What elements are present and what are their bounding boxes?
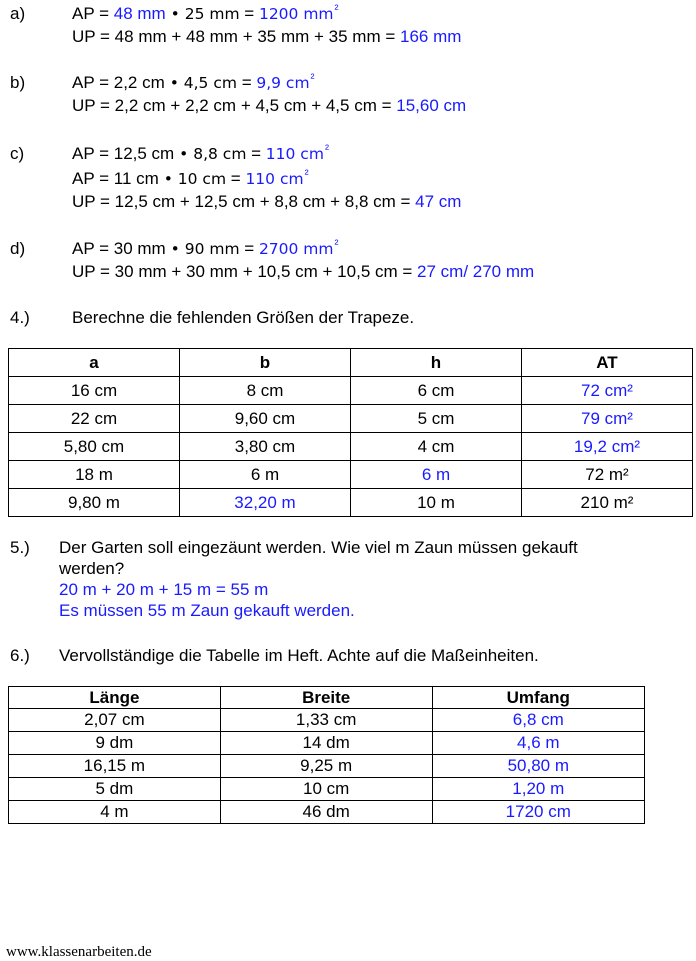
table-cell: 6 m [351, 461, 522, 489]
a-up-text: UP = 48 mm + 48 mm + 35 mm + 35 mm = [72, 27, 400, 46]
c-up-result: 47 cm [415, 192, 462, 211]
table-cell: 22 cm [9, 405, 180, 433]
trapezoid-table-body [9, 377, 693, 517]
a-ap-value1: 48 mm [113, 4, 166, 23]
a-ap-result: 1200 mm [258, 5, 334, 23]
table-cell: 5,80 cm [9, 433, 180, 461]
table-cell: 72 m² [522, 461, 693, 489]
b-area-line [72, 73, 315, 94]
table-cell: 16,15 m [9, 755, 221, 778]
b-ap-result: 9,9 cm [256, 74, 310, 92]
table-cell: 9 dm [9, 732, 221, 755]
b-up-result: 15,60 cm [396, 96, 467, 115]
d-ap-prefix: AP = 30 mm [72, 239, 166, 258]
c-ap1-eq: = [246, 144, 266, 163]
a-ap-sup: ² [334, 2, 339, 16]
label-c: c) [10, 144, 25, 163]
a-ap-value2: 25 mm [184, 5, 240, 23]
c-ap2-value2: 10 cm [177, 170, 227, 188]
table-row [9, 709, 645, 732]
table-row [9, 461, 693, 489]
table-cell: 72 cm² [522, 377, 693, 405]
table-row [9, 732, 645, 755]
table-cell: 1,20 m [432, 778, 644, 801]
b-perimeter-line [72, 96, 466, 116]
table-header-row [9, 687, 645, 709]
table-cell: 9,25 m [220, 755, 432, 778]
c-ap2-sup: ² [304, 167, 309, 181]
a-ap-prefix: AP = [72, 4, 114, 23]
table-row [9, 801, 645, 824]
c-ap1-prefix: AP = 12,5 cm [72, 144, 175, 163]
table-cell: 46 dm [220, 801, 432, 824]
label-d: d) [10, 239, 26, 258]
table-cell: 4 cm [351, 433, 522, 461]
table-row [9, 755, 645, 778]
task4-number: 4.) [10, 308, 30, 327]
b-ap-sup: ² [310, 71, 315, 85]
b-up-text: UP = 2,2 cm + 2,2 cm + 4,5 cm + 4,5 cm = [72, 96, 397, 115]
c-ap2-prefix: AP = 11 cm [72, 169, 159, 188]
table-row [9, 405, 693, 433]
table-cell: 4,6 m [432, 732, 644, 755]
task5-number: 5.) [10, 538, 30, 557]
c-ap1-sup: ² [324, 142, 329, 156]
table-cell: 5 dm [9, 778, 221, 801]
table-cell: 2,07 cm [9, 709, 221, 732]
col-header-breite: Breite [220, 687, 432, 709]
table-row [9, 433, 693, 461]
col-header-laenge: Länge [9, 687, 221, 709]
task6-number: 6.) [10, 646, 30, 665]
table-cell: 1,33 cm [220, 709, 432, 732]
table-cell: 1720 cm [432, 801, 644, 824]
a-perimeter-line [72, 27, 461, 47]
table-cell: 10 cm [220, 778, 432, 801]
table-cell: 14 dm [220, 732, 432, 755]
table-cell: 79 cm² [522, 405, 693, 433]
b-ap-eq: = [236, 73, 257, 92]
rectangle-table-body [9, 709, 645, 824]
c-ap1-dot: • [174, 145, 194, 163]
a-up-result: 166 mm [400, 27, 462, 46]
b-ap-value2: 4,5 cm [183, 74, 237, 92]
a-ap-dot: • [165, 5, 185, 23]
c-area-line-1 [72, 144, 329, 165]
table-cell: 9,60 cm [180, 405, 351, 433]
task4-instruction: Berechne die fehlenden Größen der Trapeze. [72, 308, 415, 327]
rectangle-table [8, 686, 645, 824]
d-area-line [72, 239, 339, 260]
b-ap-dot: • [164, 74, 184, 92]
d-ap-dot: • [165, 240, 185, 258]
trapezoid-table [8, 348, 693, 517]
d-up-text: UP = 30 mm + 30 mm + 10,5 cm + 10,5 cm = [72, 262, 418, 281]
task5-question-line1: Der Garten soll eingezäunt werden. Wie viel m Zaun müssen gekauft [59, 538, 578, 557]
table-cell: 8 cm [180, 377, 351, 405]
table-cell: 6 m [180, 461, 351, 489]
table-cell: 19,2 cm² [522, 433, 693, 461]
table-cell: 3,80 cm [180, 433, 351, 461]
table-cell: 18 m [9, 461, 180, 489]
c-area-line-2 [72, 169, 309, 190]
table-cell: 5 cm [351, 405, 522, 433]
table-cell: 6,8 cm [432, 709, 644, 732]
d-ap-eq: = [239, 239, 259, 258]
table-cell: 9,80 m [9, 489, 180, 517]
a-area-line [72, 4, 339, 25]
c-ap2-eq: = [226, 169, 246, 188]
table-cell: 16 cm [9, 377, 180, 405]
table-cell: 50,80 m [432, 755, 644, 778]
col-header-a: a [9, 349, 180, 377]
footer-url: www.klassenarbeiten.de [6, 944, 152, 960]
table-cell: 4 m [9, 801, 221, 824]
c-perimeter-line [72, 192, 461, 212]
b-ap-prefix: AP = 2,2 cm [72, 73, 165, 92]
task5-answer-sentence: Es müssen 55 m Zaun gekauft werden. [59, 601, 355, 620]
d-up-result: 27 cm/ 270 mm [417, 262, 535, 281]
col-header-h: h [351, 349, 522, 377]
table-row [9, 489, 693, 517]
d-ap-sup: ² [334, 237, 339, 251]
table-cell: 210 m² [522, 489, 693, 517]
label-b: b) [10, 73, 26, 92]
col-header-umfang: Umfang [432, 687, 644, 709]
table-row [9, 778, 645, 801]
label-a: a) [10, 4, 26, 23]
c-up-text: UP = 12,5 cm + 12,5 cm + 8,8 cm + 8,8 cm = [72, 192, 416, 211]
d-ap-result: 2700 mm [258, 240, 334, 258]
col-header-b: b [180, 349, 351, 377]
c-ap1-value2: 8,8 cm [193, 145, 247, 163]
task5-answer-calc: 20 m + 20 m + 15 m = 55 m [59, 580, 269, 599]
c-ap2-result: 110 cm [245, 170, 304, 188]
task5-question-line2: werden? [59, 559, 125, 578]
c-ap2-dot: • [158, 170, 178, 188]
table-cell: 32,20 m [180, 489, 351, 517]
table-row [9, 377, 693, 405]
table-header-row [9, 349, 693, 377]
table-cell: 6 cm [351, 377, 522, 405]
task6-instruction: Vervollständige die Tabelle im Heft. Achte auf die Maßeinheiten. [59, 646, 539, 665]
c-ap1-result: 110 cm [265, 145, 324, 163]
d-perimeter-line [72, 262, 534, 282]
a-ap-eq: = [239, 4, 259, 23]
col-header-at: AT [522, 349, 693, 377]
d-ap-value2: 90 mm [184, 240, 240, 258]
table-cell: 10 m [351, 489, 522, 517]
